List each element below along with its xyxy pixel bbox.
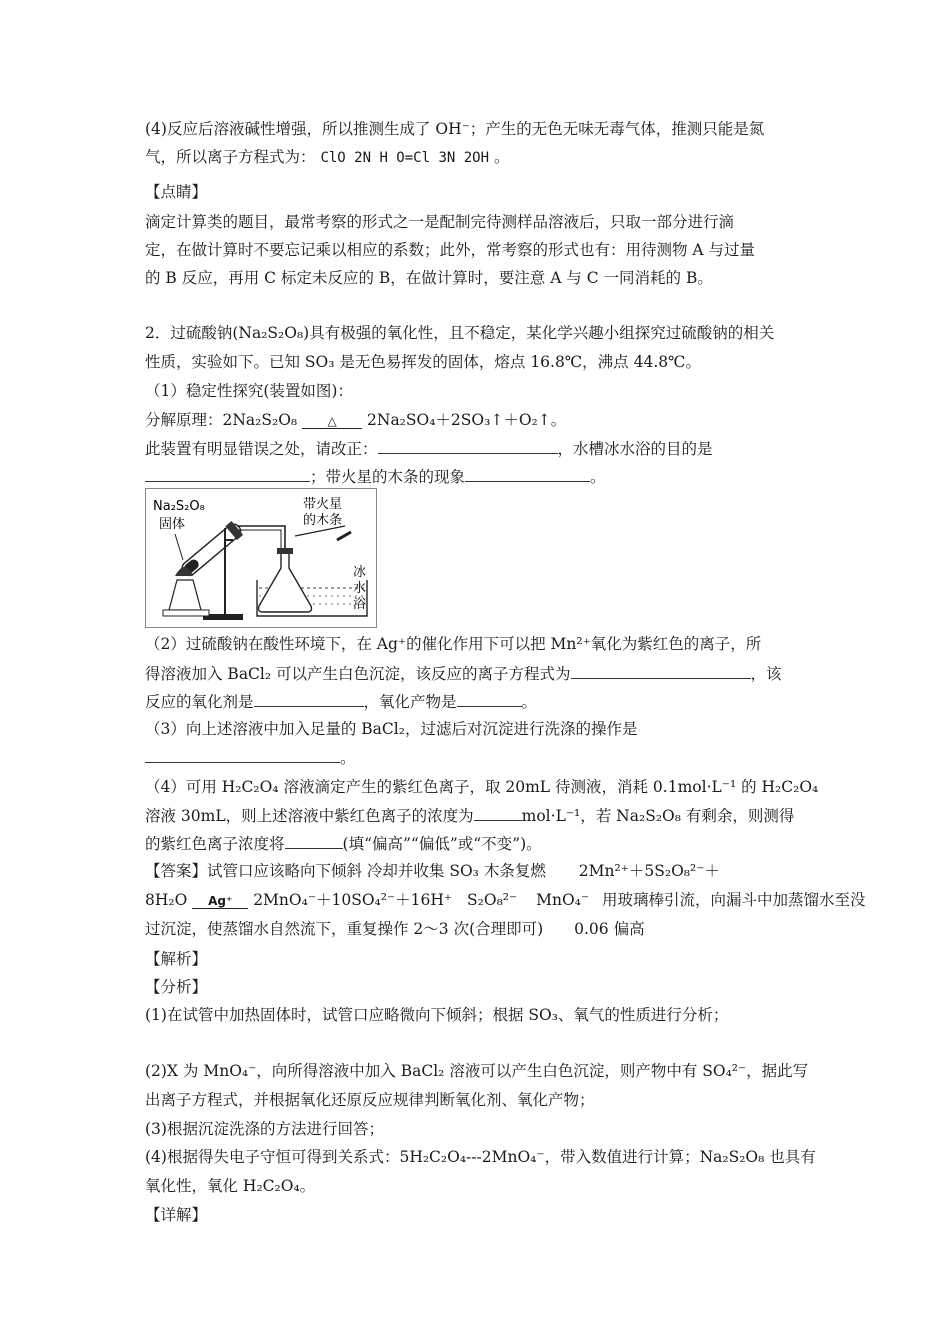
analysis-line-5: (4)根据得失电子守恒可得到关系式：5H₂C₂O₄---2MnO₄⁻，带入数值进行计算；Na₂S₂O₈ 也具有 [145, 1148, 816, 1166]
s4-line-2-end: 。 [493, 148, 510, 166]
fix-text-2: ，水槽冰水浴的目的是 [557, 440, 713, 458]
answer-blank[interactable] [457, 690, 522, 707]
answer-oxidant: S₂O₈²⁻ [467, 891, 518, 909]
analysis-line-4: (3)根据沉淀洗涤的方法进行回答； [145, 1120, 384, 1138]
label-ice-1: 冰 [353, 565, 367, 580]
p2-text-d: ，氧化产物是 [363, 693, 457, 711]
decomp-left: 分解原理：2Na₂S₂O₈ [145, 411, 298, 429]
q2-part2-line-3 [145, 690, 815, 713]
answer-blank[interactable] [254, 690, 364, 707]
p4-text-d: (填“偏高”“偏低”或“不变”)。 [342, 835, 542, 853]
tip-line-2: 定，在做计算时不要忘记乘以相应的系数；此外，常考察的形式也有：用待测物 A 与过量 [145, 241, 756, 259]
q2-part4-line-3 [145, 832, 815, 855]
s4-equation: ClO 2N H O=Cl 3N 2OH [320, 150, 490, 166]
answer-line-1 [145, 860, 815, 882]
answer-oxidation-product: MnO₄⁻ [536, 891, 590, 909]
analysis-line-3: 出离子方程式，并根据氧化还原反应规律判断氧化剂、氧化产物； [145, 1091, 595, 1109]
q2-part4-line-1: （4）可用 H₂C₂O₄ 溶液滴定产生的紫红色离子，取 20mL 待测液，消耗 0.1mol·L⁻¹ 的 H₂C₂O₄ [145, 778, 819, 796]
reaction-arrow-bar [302, 428, 362, 429]
flask-stopper [277, 548, 293, 554]
q2-part1-title: （1）稳定性探究(装置如图)： [145, 382, 353, 400]
answer-blank[interactable] [465, 465, 590, 482]
p3-end: 。 [340, 749, 356, 767]
label-solid: 固体 [159, 517, 186, 532]
answer-blank[interactable] [145, 746, 340, 763]
label-stick-2: 的木条 [303, 513, 343, 528]
answer-blank[interactable] [145, 465, 310, 482]
answer-line-2 [145, 889, 866, 911]
lamp-base [163, 610, 209, 616]
analysis-line-2: (2)X 为 MnO₄⁻，向所得溶液中加入 BaCl₂ 溶液可以产生白色沉淀，则产物中有 SO₄²⁻，据此写 [145, 1062, 809, 1080]
fix-text-4: 。 [590, 468, 606, 486]
q2-fix-line [145, 437, 815, 460]
q2-decomposition [145, 409, 815, 431]
apparatus-figure [145, 488, 377, 628]
answer-washing-2: 过沉淀，使蒸馏水自然流下，重复操作 2～3 次(合理即可) [145, 920, 544, 938]
tip-title: 【点睛】 [145, 183, 208, 201]
detail-title: 【详解】 [145, 1206, 208, 1224]
label-stick-1: 带火星 [303, 497, 343, 512]
decomp-right: 2Na₂SO₄＋2SO₃↑＋O₂↑。 [367, 411, 567, 429]
answer-blank[interactable] [285, 832, 343, 849]
q2-part3-line-2 [145, 746, 815, 769]
jiexi-title: 【解析】 [145, 950, 208, 968]
q2-line-1: 2．过硫酸钠(Na₂S₂O₈)具有极强的氧化性，且不稳定，某化学兴趣小组探究过硫酸钠的相关 [145, 324, 775, 342]
answer-products: 2MnO₄⁻＋10SO₄²⁻＋16H⁺ [253, 891, 453, 909]
answer-blank[interactable] [378, 437, 558, 454]
q2-fix-line-2 [145, 465, 815, 488]
q2-part2-line-1: （2）过硫酸钠在酸性环境下，在 Ag⁺的催化作用下可以把 Mn²⁺氧化为紫红色的离子，所 [145, 635, 762, 653]
p2-text-b: ，该 [750, 665, 782, 683]
answer-text-1: 【答案】试管口应该略向下倾斜 冷却并收集 SO₃ 木条复燃 [145, 862, 546, 880]
analysis-line-1: (1)在试管中加热固体时，试管口应略微向下倾斜；根据 SO₃、氧气的性质进行分析； [145, 1006, 729, 1024]
p4-text-a: 溶液 30mL，则上述溶液中紫红色离子的浓度为 [145, 807, 474, 825]
p2-text-a: 得溶液加入 BaCl₂ 可以产生白色沉淀，该反应的离子方程式为 [145, 665, 571, 683]
tip-line-3: 的 B 反应，再用 C 标定未反应的 B，在做计算时，要注意 A 与 C 一同消耗的 B。 [145, 269, 713, 287]
fix-text-3: ；带火星的木条的现象 [310, 468, 466, 486]
p4-text-b: mol·L⁻¹，若 Na₂S₂O₈ 有剩余，则测得 [521, 807, 795, 825]
answer-washing: 用玻璃棒引流，向漏斗中加蒸馏水至没 [602, 891, 866, 909]
s4-line-2 [145, 146, 815, 169]
s4-line-1: (4)反应后溶液碱性增强，所以推测生成了 OH⁻；产生的无色无味无毒气体，推测只能是氮 [145, 120, 765, 138]
p4-text-c: 的紫红色离子浓度将 [145, 835, 285, 853]
answer-blank[interactable] [571, 662, 751, 679]
heat-symbol: △ [327, 414, 337, 428]
answer-h2o: 8H₂O [145, 891, 188, 909]
s4-line-2-text: 气，所以离子方程式为： [145, 148, 316, 166]
fix-text-1: 此装置有明显错误之处，请改正： [145, 440, 378, 458]
label-ice-2: 水 [353, 581, 367, 596]
answer-equation-start: 2Mn²⁺＋5S₂O₈²⁻＋ [578, 862, 720, 880]
p2-text-c: 反应的氧化剂是 [145, 693, 254, 711]
catalyst-arrow-bar [192, 908, 248, 909]
answer-line-3 [145, 918, 815, 940]
catalyst-arrow [192, 895, 248, 909]
q2-part2-line-2 [145, 662, 815, 685]
heat-condition-arrow [302, 415, 362, 429]
q2-part3-line-1: （3）向上述溶液中加入足量的 BaCl₂，过滤后对沉淀进行洗涤的操作是 [145, 720, 638, 738]
answer-blank[interactable] [474, 804, 522, 821]
label-na2s2o8: Na₂S₂O₈ [153, 499, 205, 514]
label-ice-3: 浴 [353, 597, 367, 612]
p2-text-e: 。 [521, 693, 538, 711]
q2-line-2: 性质，实验如下。已知 SO₃ 是无色易挥发的固体，熔点 16.8℃，沸点 44.8℃。 [145, 353, 701, 371]
analysis-line-6: 氧化性，氧化 H₂C₂O₄。 [145, 1177, 316, 1195]
answer-concentration: 0.06 [574, 920, 609, 938]
tip-line-1: 滴定计算类的题目，最常考察的形式之一是配制完待测样品溶液后，只取一部分进行滴 [145, 213, 735, 231]
catalyst-label: Ag⁺ [208, 894, 233, 908]
answer-effect: 偏高 [613, 920, 645, 938]
fenxi-title: 【分析】 [145, 978, 208, 996]
q2-part4-line-2 [145, 804, 815, 827]
